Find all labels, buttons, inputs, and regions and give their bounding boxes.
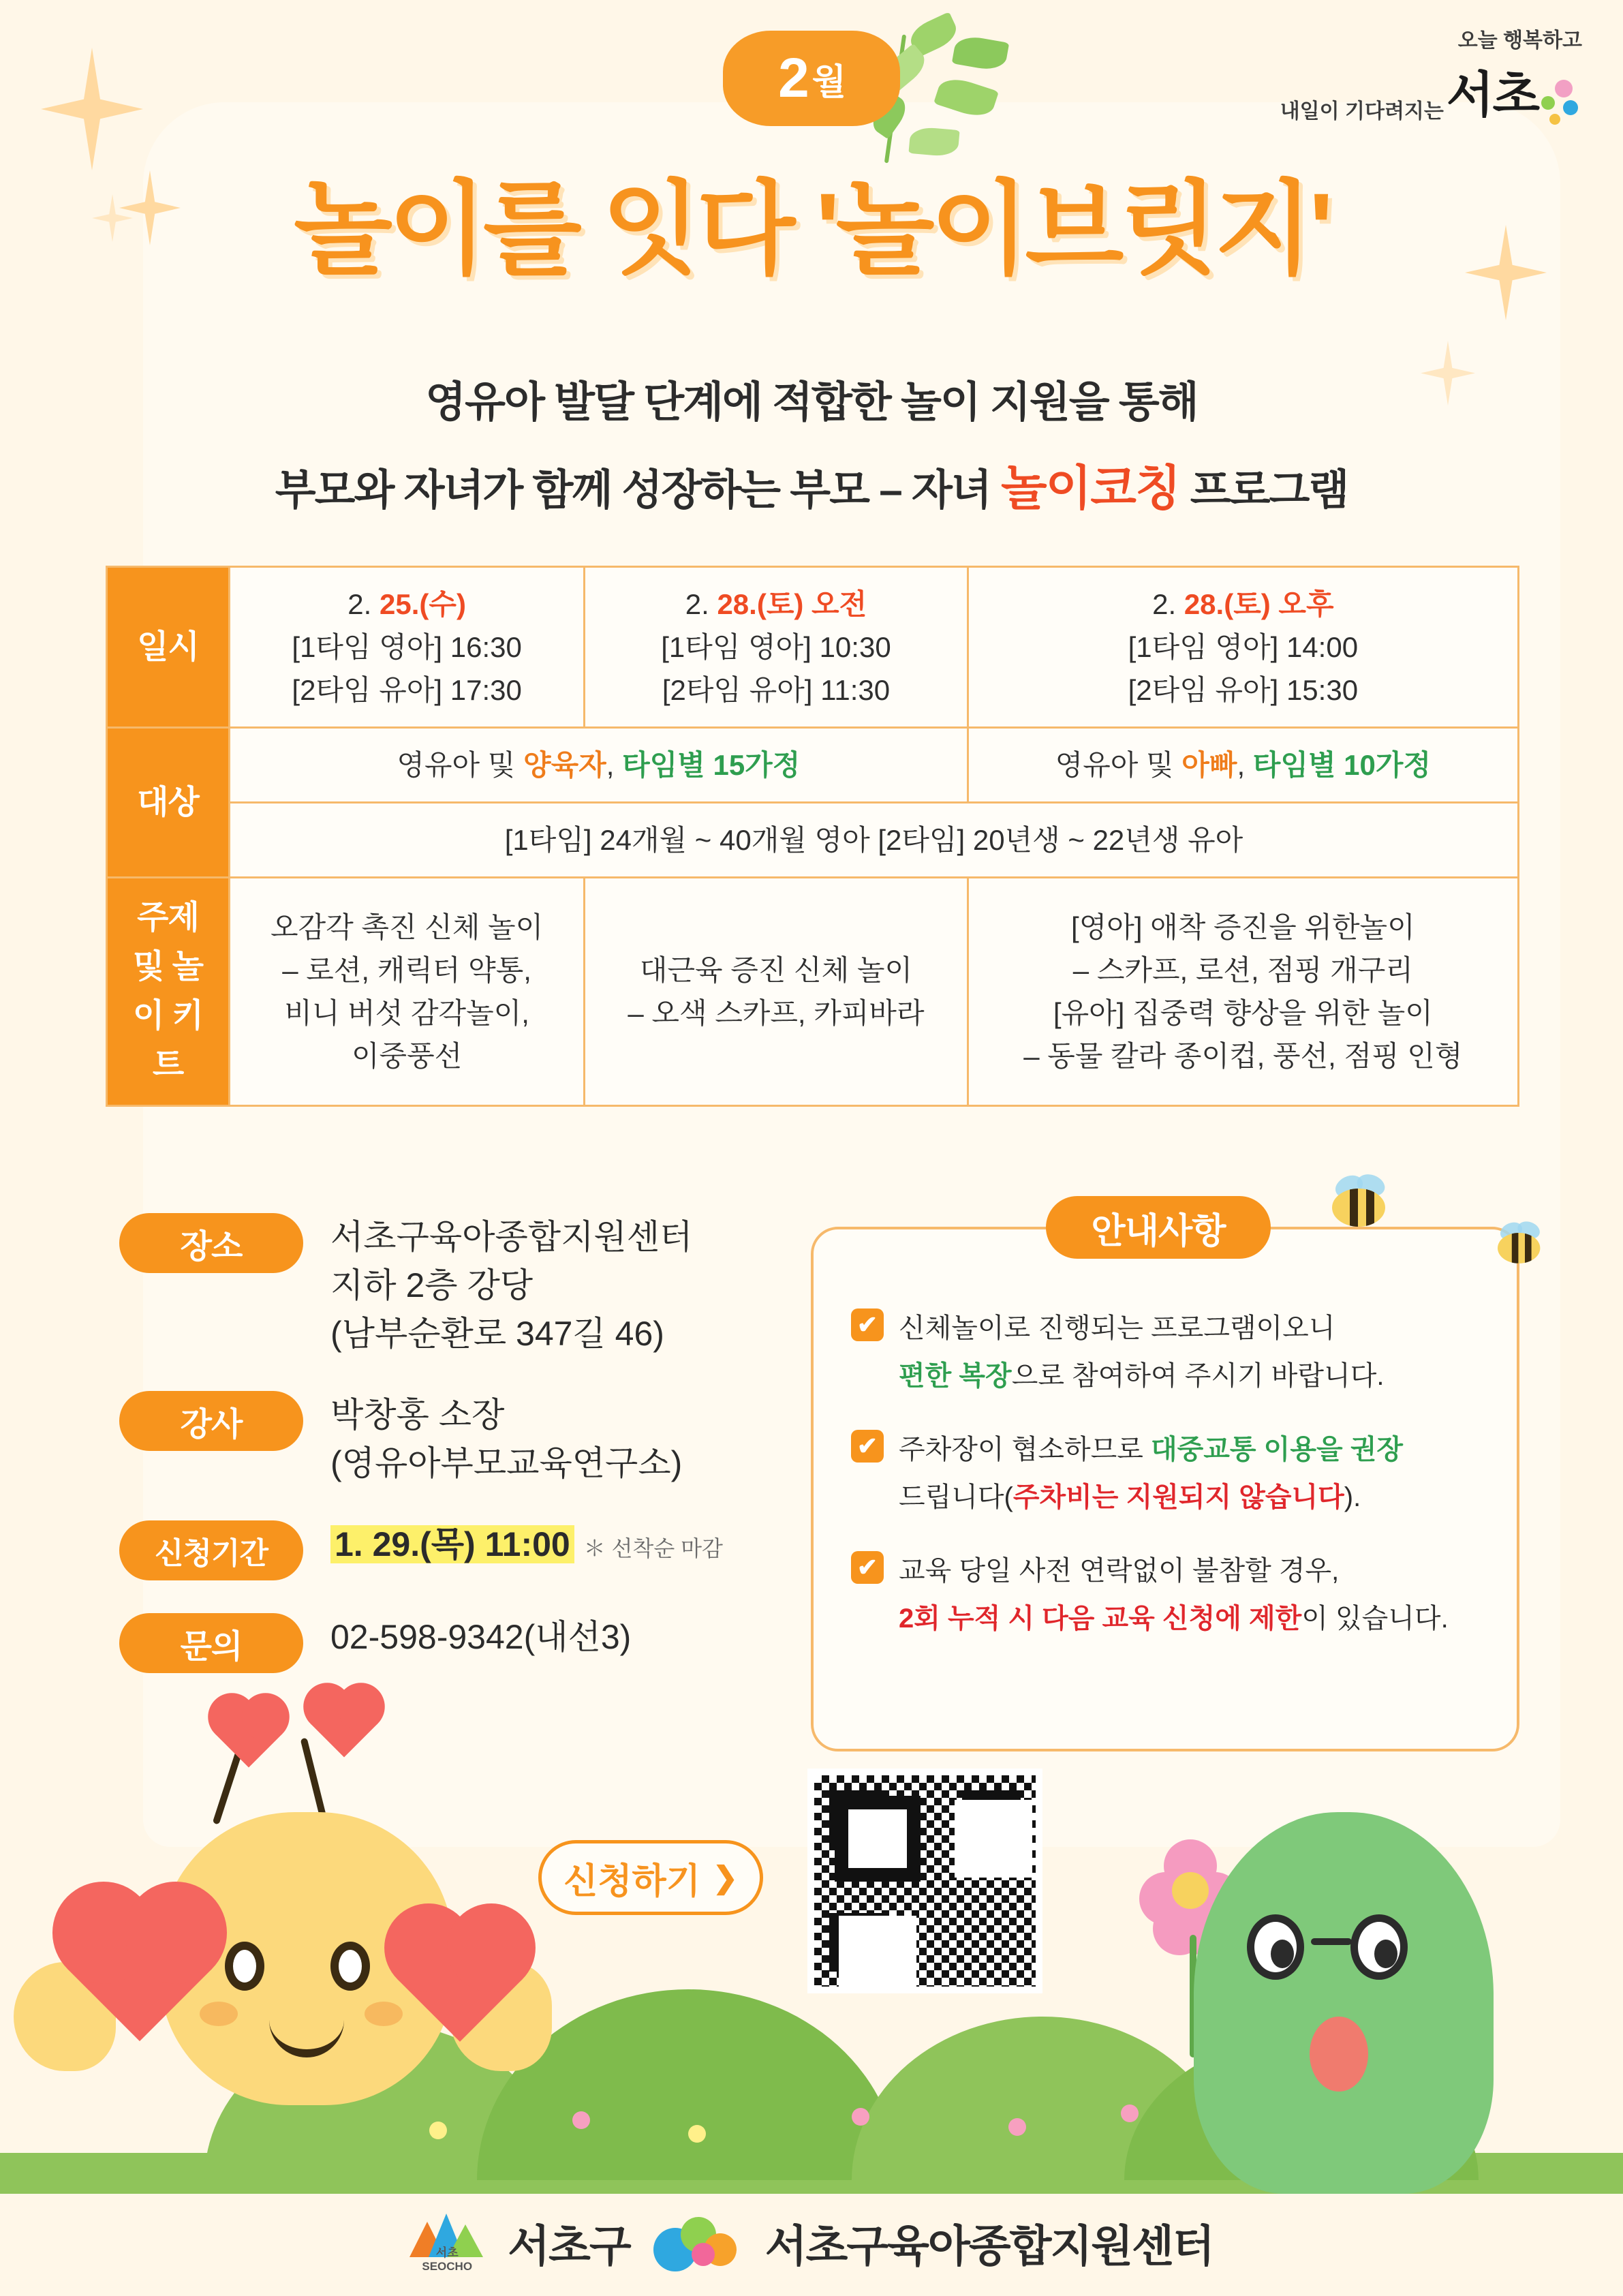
mountain-logo-caption: 서초 SEOCHO (422, 2246, 473, 2273)
detail-row-apply-period (119, 1520, 841, 1580)
flower-icon (852, 2108, 869, 2126)
date-2-pre: 2. (685, 588, 717, 620)
date-1-pre: 2. (347, 588, 380, 620)
subtitle-line-2 (0, 450, 1623, 519)
date-cell-1 (230, 567, 585, 728)
subtitle-2-post: 프로그램 (1179, 467, 1348, 514)
notice-item-2 (851, 1426, 1479, 1521)
apply-button-label: 신청하기 (563, 1861, 701, 1901)
date-3-pre: 2. (1152, 588, 1184, 620)
notice-2-pre: 주차장이 협소하므로 (899, 1435, 1151, 1465)
notice-item-3-text (899, 1547, 1449, 1642)
theme-1-line-2: – 로션, 캐릭터 약통, (282, 954, 531, 986)
brand-tagline-line2: 내일이 기다려지는 (1280, 100, 1444, 123)
notice-item-2-text (899, 1426, 1403, 1521)
date-2-highlight: 28.(토) 오전 (717, 588, 867, 620)
table-row-theme (107, 878, 1519, 1106)
detail-label-instructor: 강사 (119, 1391, 303, 1451)
theme-cell-3 (968, 878, 1518, 1106)
theme-1-line-4: 이중풍선 (351, 1040, 463, 1072)
flower-icon (429, 2122, 447, 2139)
target-right-mid: , (1237, 749, 1253, 781)
theme-3-line-3: [유아] 집중력 향상을 위한 놀이 (1053, 997, 1433, 1029)
month-unit: 월 (812, 62, 845, 102)
date-1-time-2: [2타임 유아] 17:30 (292, 674, 522, 706)
table-row-target-note (107, 803, 1519, 878)
date-cell-3 (968, 567, 1518, 728)
subtitle-2-pre: 부모와 자녀가 함께 성장하는 부모 – 자녀 (275, 467, 1002, 514)
date-3-highlight: 28.(토) 오후 (1184, 588, 1334, 620)
date-2-time-2: [2타임 유아] 11:30 (662, 674, 891, 706)
notice-3-pre: 교육 당일 사전 연락없이 불참할 경우, (899, 1556, 1340, 1586)
notice-3-red: 2회 누적 시 다음 교육 신청에 제한 (899, 1604, 1302, 1634)
target-right-capacity: 타임별 10가정 (1252, 749, 1432, 781)
flower-icon (1008, 2118, 1026, 2136)
place-line-1: 서초구육아종합지원센터 (330, 1218, 693, 1256)
detail-row-place (119, 1213, 841, 1358)
brand-tagline-line1: 오늘 행복하고 (1457, 29, 1582, 52)
brand-name: 서초 (1446, 67, 1539, 123)
table-row-date (107, 567, 1519, 728)
notice-box (811, 1227, 1519, 1751)
notice-3-tail: 이 있습니다. (1301, 1604, 1449, 1634)
target-right-role: 아빠 (1181, 749, 1237, 781)
detail-row-contact (119, 1613, 841, 1673)
notice-item-1-text (899, 1304, 1384, 1400)
detail-row-instructor (119, 1391, 841, 1488)
notice-1-pre: 신체놀이로 진행되는 프로그램이오니 (899, 1313, 1335, 1343)
place-line-2: 지하 2층 강당 (330, 1266, 534, 1304)
target-age-note: [1타임] 24개월 ~ 40개월 영아 [2타임] 20년생 ~ 22년생 유아 (230, 803, 1519, 878)
date-3-time-1: [1타임 영아] 14:00 (1128, 631, 1359, 663)
notice-items (814, 1229, 1517, 1642)
theme-3-line-2: – 스카프, 로션, 점핑 개구리 (1072, 954, 1413, 986)
month-badge (723, 31, 900, 126)
detail-list (119, 1213, 841, 1706)
apply-button[interactable] (538, 1840, 763, 1915)
table-row-target (107, 728, 1519, 803)
detail-value-apply-period (330, 1520, 723, 1569)
theme-3-line-4: – 동물 칼라 종이컵, 풍선, 점핑 인형 (1023, 1040, 1463, 1072)
footer-logos (0, 2210, 1623, 2276)
flower-icon (1121, 2104, 1139, 2122)
notice-item-1 (851, 1304, 1479, 1400)
notice-title: 안내사항 (1046, 1196, 1271, 1259)
target-left-role: 양육자 (523, 749, 606, 781)
brand-dots-icon (1541, 78, 1582, 126)
qr-code[interactable] (807, 1769, 1042, 1993)
notice-item-3 (851, 1547, 1479, 1642)
target-cell-left (230, 728, 968, 803)
notice-2-green: 대중교통 이용을 권장 (1151, 1435, 1403, 1465)
date-2-time-1: [1타임 영아] 10:30 (661, 631, 891, 663)
detail-label-place: 장소 (119, 1213, 303, 1273)
detail-label-apply-period: 신청기간 (119, 1520, 303, 1580)
theme-1-line-3: 비니 버섯 감각놀이, (284, 997, 529, 1029)
flower-icon (688, 2125, 706, 2143)
instructor-line-2: (영유아부모교육연구소) (330, 1444, 683, 1482)
row-label-date: 일시 (107, 567, 230, 728)
detail-label-contact: 문의 (119, 1613, 303, 1673)
date-3-time-2: [2타임 유아] 15:30 (1128, 674, 1359, 706)
notice-2-red: 주차비는 지원되지 않습니다 (1013, 1482, 1344, 1512)
target-left-pre: 영유아 및 (397, 749, 524, 781)
date-cell-2 (585, 567, 968, 728)
page-title: 놀이를 잇다 '놀이브릿지' (294, 172, 1329, 286)
apply-period-note: ＊ 선착순 마감 (583, 1536, 723, 1561)
chevron-right-icon: ❯ (713, 1861, 738, 1895)
target-left-mid: , (606, 749, 623, 781)
subtitle-2-highlight: 놀이코칭 (1001, 461, 1180, 515)
check-icon: ✔ (851, 1308, 884, 1341)
footer-center-name: 서초구육아종합지원센터 (764, 2222, 1214, 2271)
bee-icon (1492, 1225, 1547, 1268)
theme-2-line-2: – 오색 스카프, 카피바라 (628, 997, 925, 1029)
notice-1-green: 편한 복장 (899, 1361, 1012, 1391)
instructor-line-1: 박창홍 소장 (330, 1396, 505, 1434)
theme-cell-2 (585, 878, 968, 1106)
detail-value-place (330, 1213, 692, 1358)
notice-1-post: 으로 참여하여 주시기 바랍니다. (1011, 1361, 1385, 1391)
subtitle-line-1: 영유아 발달 단계에 적합한 놀이 지원을 통해 (425, 379, 1198, 426)
target-cell-right (968, 728, 1518, 803)
detail-value-instructor (330, 1391, 682, 1488)
theme-cell-1 (230, 878, 585, 1106)
date-1-time-1: [1타임 영아] 16:30 (292, 631, 522, 663)
check-icon: ✔ (851, 1551, 884, 1584)
notice-2-post: 드립니다( (899, 1482, 1013, 1512)
footer-gu-name: 서초구 (508, 2222, 630, 2271)
month-number: 2 (778, 47, 808, 109)
theme-3-line-1: [영아] 애착 증진을 위한놀이 (1071, 911, 1415, 943)
target-right-pre: 영유아 및 (1055, 749, 1182, 781)
seocho-brand-logo (1280, 27, 1582, 126)
center-logo-icon (653, 2210, 742, 2276)
seocho-mountain-icon (409, 2212, 484, 2274)
place-line-3: (남부순환로 347길 46) (330, 1315, 664, 1353)
row-label-target: 대상 (107, 728, 230, 878)
bee-icon (1325, 1179, 1393, 1232)
detail-value-contact: 02-598-9342(내선3) (330, 1618, 632, 1656)
green-character (1194, 1812, 1494, 2194)
row-label-theme: 주제 및 놀이 키트 (107, 878, 230, 1106)
program-info-table (106, 566, 1519, 1107)
notice-2-tail: ). (1344, 1482, 1361, 1512)
flower-icon (572, 2111, 590, 2129)
theme-1-line-1: 오감각 촉진 신체 놀이 (270, 911, 544, 943)
theme-2-line-1: 대근육 증진 신체 놀이 (639, 954, 913, 986)
date-1-highlight: 25.(수) (380, 588, 466, 620)
check-icon: ✔ (851, 1430, 884, 1463)
apply-period-datetime: 1. 29.(목) 11:00 (330, 1525, 574, 1563)
target-left-capacity: 타임별 15가정 (622, 749, 801, 781)
